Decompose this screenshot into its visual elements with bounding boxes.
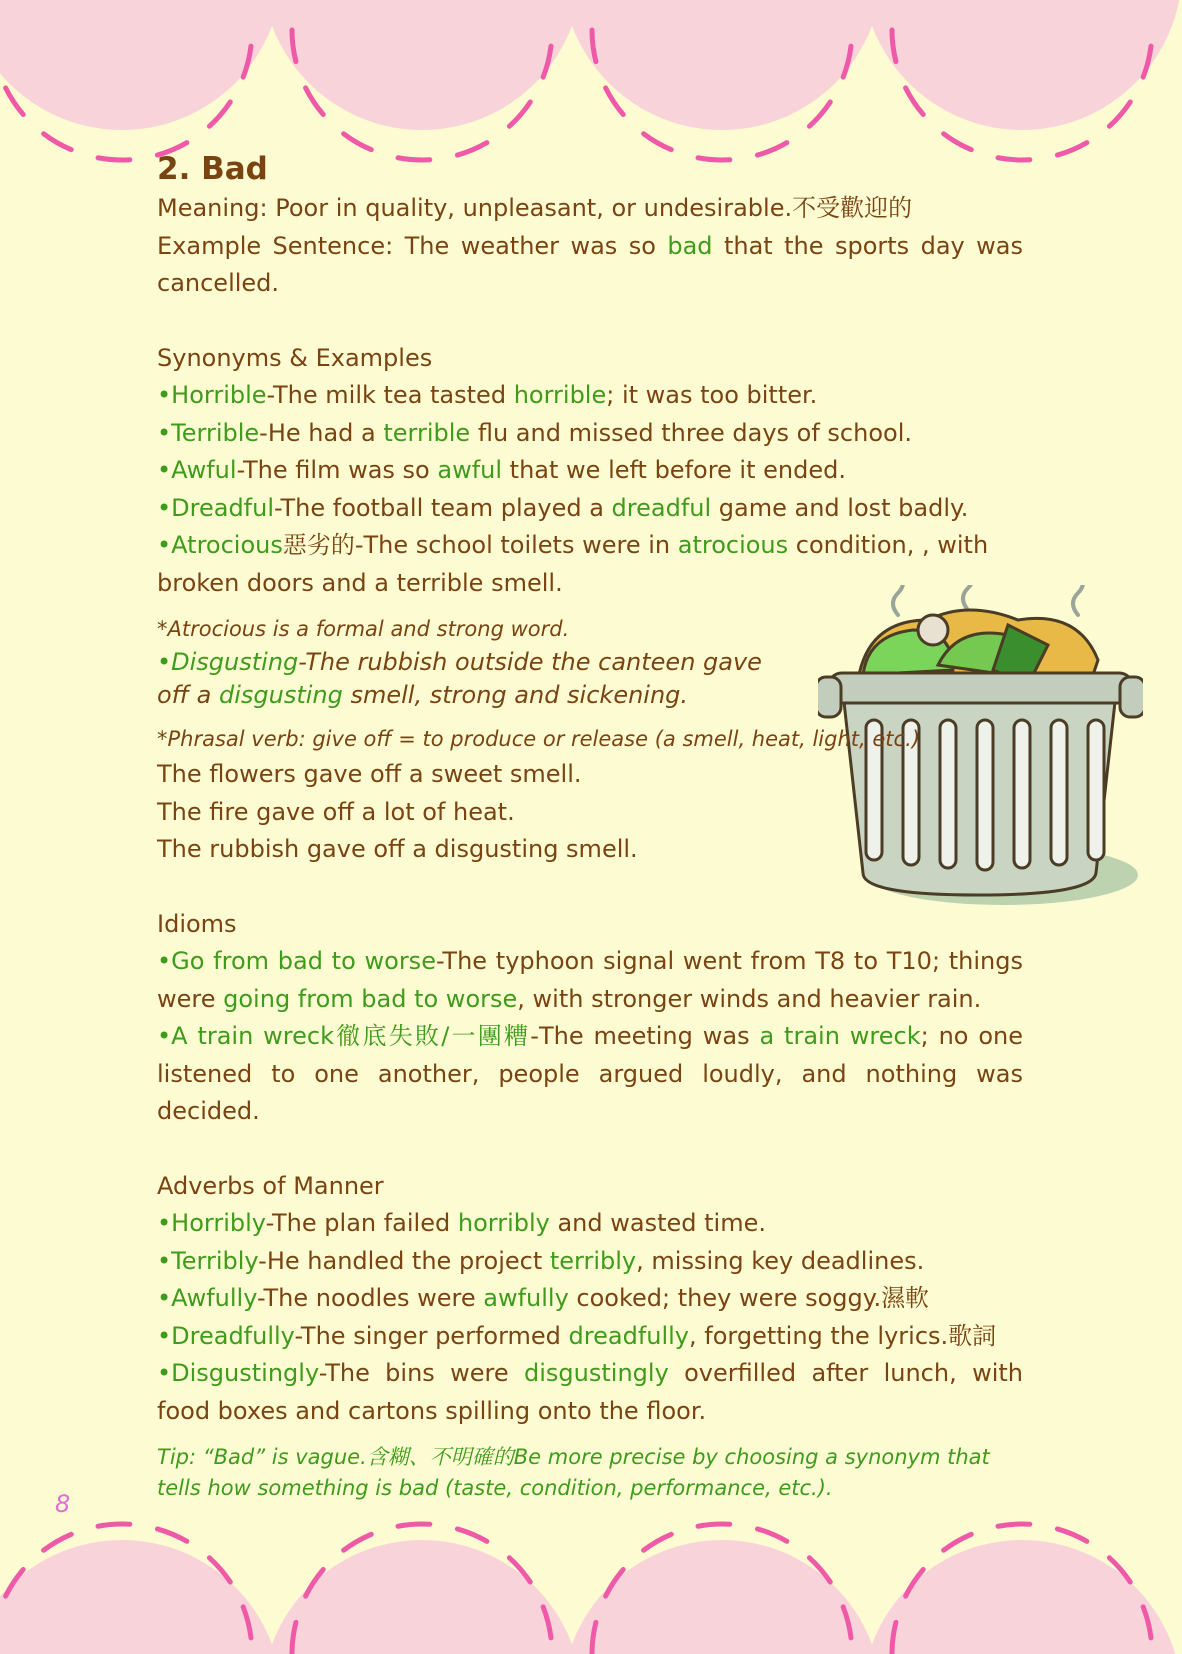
example-highlight: bad [667, 231, 713, 260]
list-item: •Awful-The film was so awful that we left before it ended. [157, 456, 846, 484]
list-item: •Disgustingly-The bins were disgustingly overfilled after lunch, with food boxes and cartons spilling onto the floor. [157, 1359, 1023, 1425]
atrocious-note: *Atrocious is a formal and strong word. [157, 617, 570, 641]
adverb-term: Awfully [171, 1284, 258, 1312]
phrasal-example: The flowers gave off a sweet smell. [157, 760, 582, 788]
adverb-term: Horribly [171, 1209, 266, 1237]
list-item: •Horribly-The plan failed horribly and wasted time. [157, 1209, 766, 1237]
page-number: 8 [55, 1490, 71, 1518]
synonym-term: Awful [171, 456, 237, 484]
synonyms-title: Synonyms & Examples [157, 343, 433, 372]
list-item: •Terribly-He handled the project terribly, missing key deadlines. [157, 1246, 925, 1275]
list-item: •Dreadfully-The singer performed dreadfully, forgetting the lyrics.歌詞 [157, 1321, 997, 1350]
example-sentence: Example Sentence: The weather was so bad that the sports day was cancelled. [157, 231, 1023, 297]
meaning-line [157, 190, 1023, 228]
adverb-term: Disgustingly [171, 1359, 319, 1387]
list-item: •Disgusting-The rubbish outside the canteen gave off a disgusting smell, strong and sickening. [157, 648, 762, 709]
list-item: •A train wreck徹底失敗/一團糟-The meeting was a train wreck; no one listened to one another, people argued loudly, and nothing was decided. [157, 1022, 1023, 1125]
adverb-term: Dreadfully [171, 1321, 295, 1350]
list-item: •Dreadful-The football team played a dreadful game and lost badly. [157, 493, 969, 522]
example-label: Example Sentence: [157, 231, 405, 260]
synonym-term-cn: 惡劣的 [282, 531, 355, 559]
list-item: •Go from bad to worse-The typhoon signal went from T8 to T10; things were going from bad to worse, with stronger winds and heavier rain. [157, 947, 1024, 1013]
list-item: •Horrible-The milk tea tasted horrible; it was too bitter. [157, 381, 818, 409]
section-heading: 2. Bad [157, 151, 268, 187]
meaning-label: Meaning: [157, 194, 276, 222]
phrasal-example: The fire gave off a lot of heat. [157, 797, 515, 826]
phrasal-example: The rubbish gave off a disgusting smell. [157, 835, 638, 863]
list-item: •Awfully-The noodles were awfully cooked; they were soggy.濕軟 [157, 1284, 930, 1312]
idiom-term-cn: 徹底失敗/一團糟 [334, 1022, 531, 1050]
synonym-term: Dreadful [171, 493, 275, 522]
phrasal-verb-note: *Phrasal verb: give off = to produce or release (a smell, heat, light, etc.) [157, 727, 920, 751]
main-content [157, 150, 1023, 1504]
list-item: •Terrible-He had a terrible flu and missed three days of school. [157, 418, 912, 447]
synonym-term: Terrible [171, 418, 260, 447]
tip-note: Tip: “Bad” is vague.含糊、不明確的Be more precise by choosing a synonym that tells how something is bad (taste, condition, performance, etc.). [157, 1445, 990, 1500]
synonym-term: Disgusting [171, 648, 299, 676]
meaning-text: Poor in quality, unpleasant, or undesirable.不受歡迎的 [275, 194, 913, 222]
adverbs-title: Adverbs of Manner [157, 1171, 384, 1200]
idiom-term: Go from bad to worse [171, 947, 436, 975]
list-item: •Atrocious惡劣的-The school toilets were in atrocious condition, , with broken doors and a terrible smell. [157, 531, 989, 597]
idiom-term: A train wreck [171, 1022, 335, 1050]
adverb-term: Terribly [171, 1246, 259, 1275]
synonym-term: Horrible [171, 381, 267, 409]
idioms-title: Idioms [157, 909, 237, 938]
synonym-term: Atrocious [171, 531, 283, 559]
